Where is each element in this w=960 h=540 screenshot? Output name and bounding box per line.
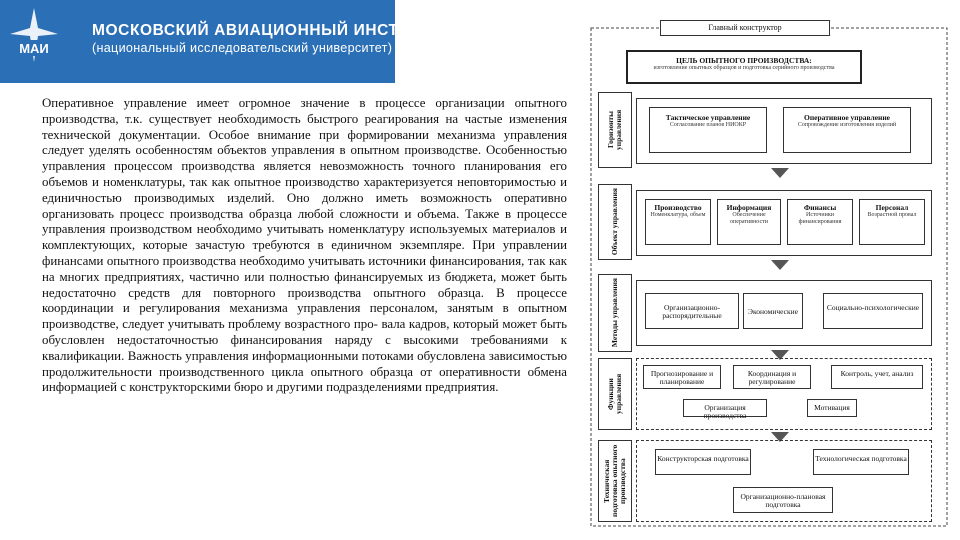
- social-methods-box: Социально-психологические: [823, 293, 923, 329]
- design-prep-box: Конструкторская подготовка: [655, 449, 751, 475]
- tech-prep-box: Технологическая подготовка: [813, 449, 909, 475]
- control-box: Контроль, учет, анализ: [831, 365, 923, 389]
- goal-text: изготовление опытных образцов и подготовка серийного производства: [653, 65, 835, 71]
- institute-name: МОСКОВСКИЙ АВИАЦИОННЫЙ ИНСТИТУТ: [92, 22, 441, 39]
- logo-text: МАИ: [19, 41, 49, 56]
- group-horizons: [636, 98, 932, 164]
- information-box: Информация Обеспечение оперативности: [717, 199, 781, 245]
- side-horizons: Горизонты управления: [598, 92, 632, 168]
- org-methods-box: Организационно-распорядительные: [645, 293, 739, 329]
- organization-box: Организация производства: [683, 399, 767, 417]
- group-functions: [636, 358, 932, 430]
- finance-box: Финансы Источники финансирования: [787, 199, 853, 245]
- arrow-down-icon: [771, 260, 789, 270]
- motivation-box: Мотивация: [807, 399, 857, 417]
- coordination-box: Координация и регулирование: [733, 365, 811, 389]
- header-banner: [0, 0, 441, 83]
- group-preparation: [636, 440, 932, 522]
- management-diagram: [590, 18, 950, 528]
- side-object: Объект управления: [598, 184, 632, 260]
- production-box: Производство Номенклатура, объем: [645, 199, 711, 245]
- org-plan-prep-box: Организационно-плановая подготовка: [733, 487, 833, 513]
- side-methods: Методы управления: [598, 274, 632, 352]
- institute-subtitle: (национальный исследовательский университет): [92, 41, 393, 55]
- goal-box: [626, 50, 862, 84]
- planning-box: Прогнозирование и планирование: [643, 365, 721, 389]
- tactical-box: Тактическое управление Согласование планов НИОКР: [649, 107, 767, 153]
- group-object: [636, 190, 932, 256]
- goal-title: ЦЕЛЬ ОПЫТНОГО ПРОИЗВОДСТВА:: [676, 56, 812, 65]
- arrow-down-icon: [771, 168, 789, 178]
- side-functions: Функции управления: [598, 358, 632, 430]
- mai-logo-icon: [8, 6, 60, 64]
- econ-methods-box: Экономические: [743, 293, 803, 329]
- chief-designer-box: Главный конструктор: [660, 20, 830, 36]
- operational-box: Оперативное управление Сопровождение изготовления изделий: [783, 107, 911, 153]
- personnel-box: Персонал Возрастной провал: [859, 199, 925, 245]
- group-methods: [636, 280, 932, 346]
- side-preparation: Техническая подготовка опытного производства: [598, 440, 632, 522]
- body-text: Оперативное управление имеет огромное значение в процессе организации опытного производства, т.к. существует необходимость быстрого реагирования на частые изменения технической документации. Особое внимание при формировании механизма управления следует уделять особенностям объектов управления в опытном производстве. Особенностью управления процессом производства является невозможность точного планирования его объемов и номенклатуры, так как опытное производство характеризуется неповторимостью и единичностью производимых изделий. Оно должно иметь возможность оперативно организовать процесс производства образца любой сложности и объема. Также в процессе управления производством необходимо учитывать номенклатуру используемых материалов и комплектующих, которые зачастую требуются в единичном экземпляре. При управлении финансами опытного производства необходимо учитывать источники финансирования, так как на многих предприятиях, частично или полностью финансируемых из бюджета, может быть недостаточно средств для повторного производства опытного образца. В процессе координации и регулирования механизма управления персоналом, занятым в опытном производстве, следует учитывать проблему возрастного про- вала кадров, который может быть обусловлен недостаточностью финансирования наряду с высокими требованиями к квалификации. Важность управления информационными потоками обусловлена зависимостью продолжительности производственного цикла опытного образца от оперативности обмена информацией с конструкторскими бюро и другими подразделениями предприятия.: [42, 96, 567, 395]
